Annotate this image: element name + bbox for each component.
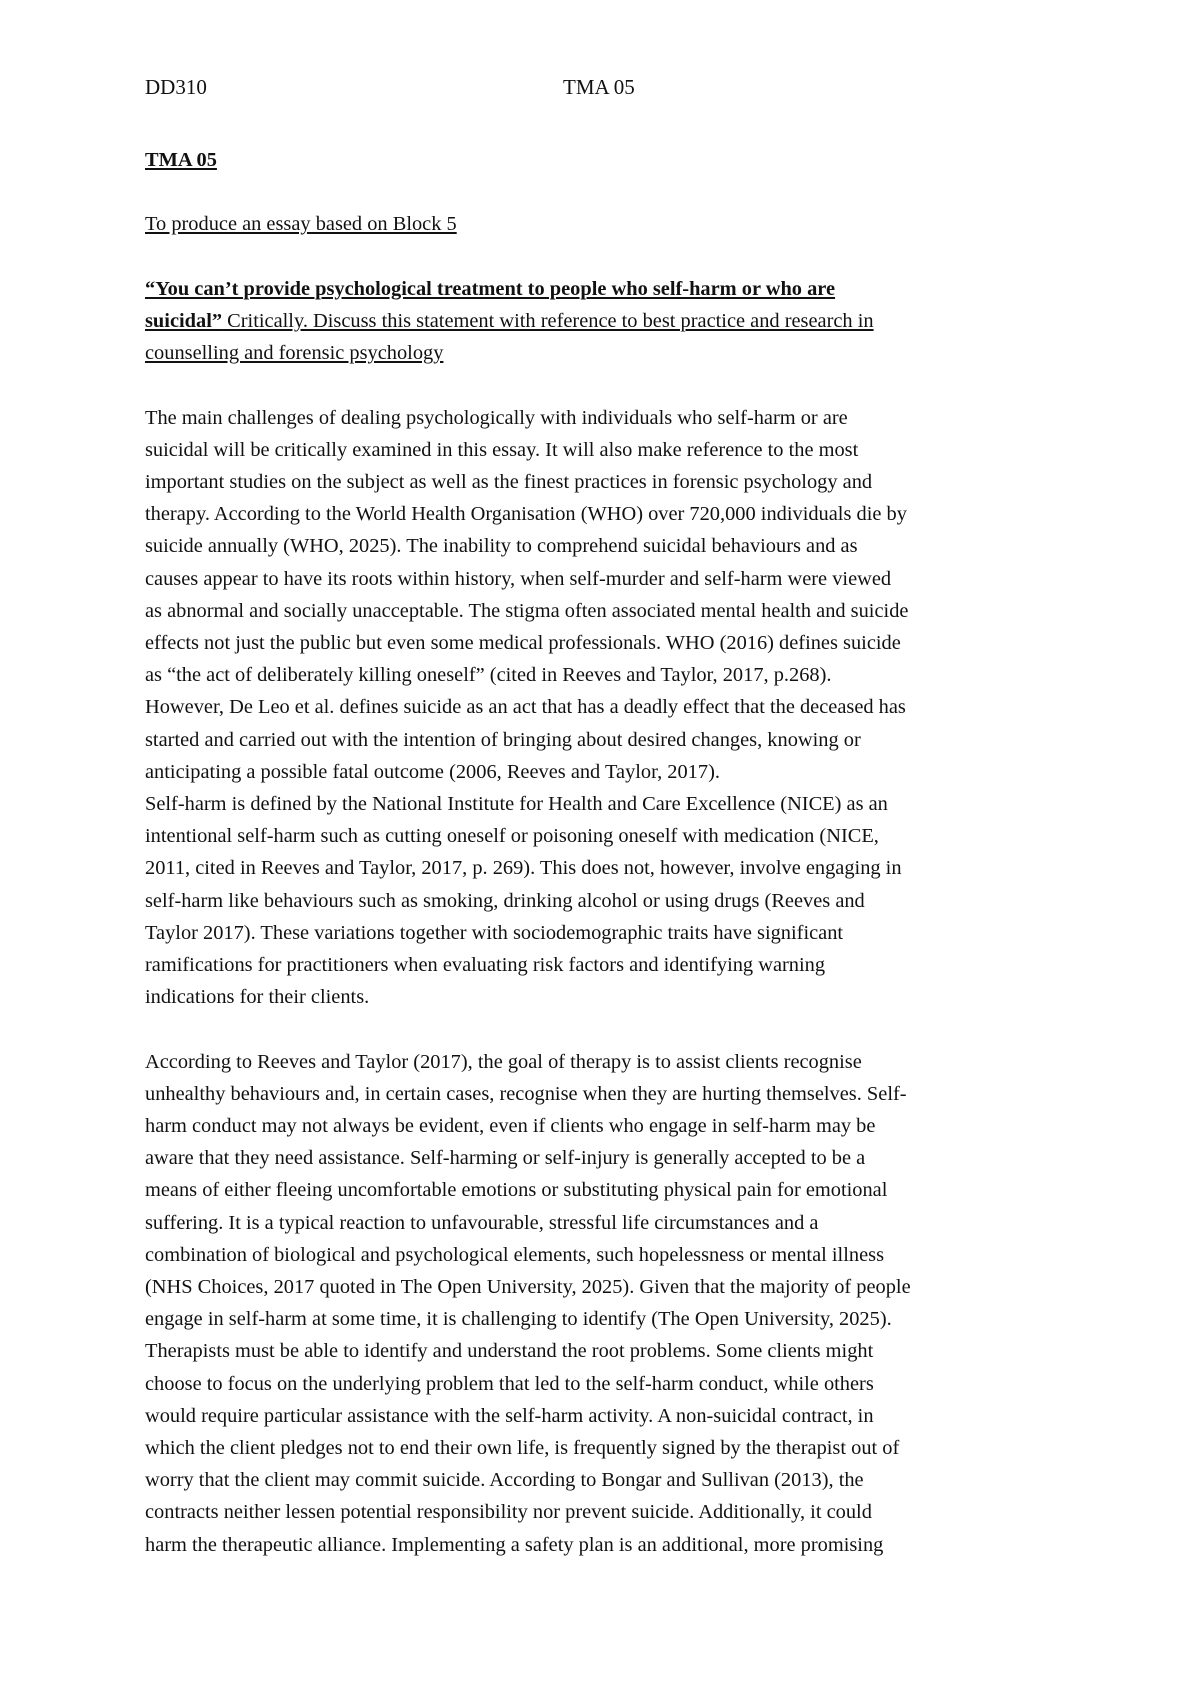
question-line [145,273,1065,305]
question-bold-text: suicidal” [145,309,223,332]
paragraph-line: Therapists must be able to identify and understand the root problems. Some clients might [145,1340,874,1363]
page-header [145,72,845,102]
paragraph-line: worry that the client may commit suicide. According to Bongar and Sullivan (2013), the [145,1469,864,1492]
paragraph-line: According to Reeves and Taylor (2017), the goal of therapy is to assist clients recognise [145,1050,862,1073]
paragraph-line: anticipating a possible fatal outcome (2006, Reeves and Taylor, 2017). [145,760,720,783]
paragraph-line: would require particular assistance with the self-harm activity. A non-suicidal contract, in [145,1404,874,1427]
spacer [145,1013,1065,1045]
paragraph-line: important studies on the subject as well as the finest practices in forensic psychology and [145,470,873,493]
paragraph-line: effects not just the public but even some medical professionals. WHO (2016) defines suicide [145,632,901,654]
spacer [145,241,1065,273]
essay-paragraph-2 [145,1046,1065,1561]
paragraph-line: suicide annually (WHO, 2025). The inability to comprehend suicidal behaviours and as [145,535,858,558]
paragraph-line: which the client pledges not to end their own life, is frequently signed by the therapist out of [145,1437,900,1460]
paragraph-line: harm conduct may not always be evident, even if clients who engage in self-harm may be [145,1115,876,1138]
paragraph-line: indications for their clients. [145,986,370,1009]
paragraph-line: aware that they need assistance. Self-harming or self-injury is generally accepted to be a [145,1147,866,1170]
paragraph-line: suicidal will be critically examined in this essay. It will also make reference to the most [145,438,859,461]
spacer [145,369,1065,401]
paragraph-line: started and carried out with the intention of bringing about desired changes, knowing or [145,728,861,751]
paragraph-line: (NHS Choices, 2017 quoted in The Open University, 2025). Given that the majority of people [145,1276,911,1299]
paragraph-line: intentional self-harm such as cutting oneself or poisoning oneself with medication (NICE, [145,825,879,848]
assignment-label: TMA 05 [563,75,635,99]
essay-paragraph-1 [145,402,1065,1014]
document-title: TMA 05 [145,149,217,171]
paragraph-line: therapy. According to the World Health Organisation (WHO) over 720,000 individuals die by [145,503,907,526]
paragraph-line: Self-harm is defined by the National Institute for Health and Care Excellence (NICE) as an [145,793,888,816]
essay-question [145,273,1065,370]
paragraph-line: means of either fleeing uncomfortable emotions or substituting physical pain for emotional [145,1179,888,1202]
question-text: Critically. Discuss this statement with reference to best practice and research in [222,309,874,332]
document-body [145,144,1065,1561]
paragraph-line: However, De Leo et al. defines suicide as an act that has a deadly effect that the deceased has [145,696,906,719]
paragraph-line: The main challenges of dealing psychologically with individuals who self-harm or are [145,406,848,429]
question-text: counselling and forensic psychology [145,342,444,365]
paragraph-line: harm the therapeutic alliance. Implementing a safety plan is an additional, more promising [145,1533,884,1556]
paragraph-line: Taylor 2017). These variations together with sociodemographic traits have significant [145,921,844,944]
paragraph-line: self-harm like behaviours such as smoking, drinking alcohol or using drugs (Reeves and [145,889,865,912]
question-line [145,337,1065,369]
document-subtitle: To produce an essay based on Block 5 [145,213,457,236]
paragraph-line: unhealthy behaviours and, in certain cases, recognise when they are hurting themselves. Self- [145,1082,907,1105]
paragraph-line: causes appear to have its roots within history, when self-murder and self-harm were viewed [145,567,892,590]
question-line [145,305,1065,337]
paragraph-line: combination of biological and psychological elements, such hopelessness or mental illness [145,1243,885,1266]
paragraph-line: ramifications for practitioners when evaluating risk factors and identifying warning [145,954,826,977]
paragraph-line: suffering. It is a typical reaction to unfavourable, stressful life circumstances and a [145,1211,819,1234]
paragraph-line: engage in self-harm at some time, it is challenging to identify (The Open University, 2025). [145,1308,892,1331]
paragraph-line: choose to focus on the underlying problem that led to the self-harm conduct, while others [145,1372,874,1395]
course-code: DD310 [145,75,207,99]
question-bold-text: “You can’t provide psychological treatment to people who self-harm or who are [145,277,836,300]
paragraph-line: as abnormal and socially unacceptable. The stigma often associated mental health and suicide [145,599,909,622]
paragraph-line: 2011, cited in Reeves and Taylor, 2017, p. 269). This does not, however, involve engaging in [145,857,902,880]
paragraph-line: as “the act of deliberately killing oneself” (cited in Reeves and Taylor, 2017, p.268). [145,664,832,687]
paragraph-line: contracts neither lessen potential responsibility nor prevent suicide. Additionally, it could [145,1501,872,1524]
spacer [145,176,1065,208]
